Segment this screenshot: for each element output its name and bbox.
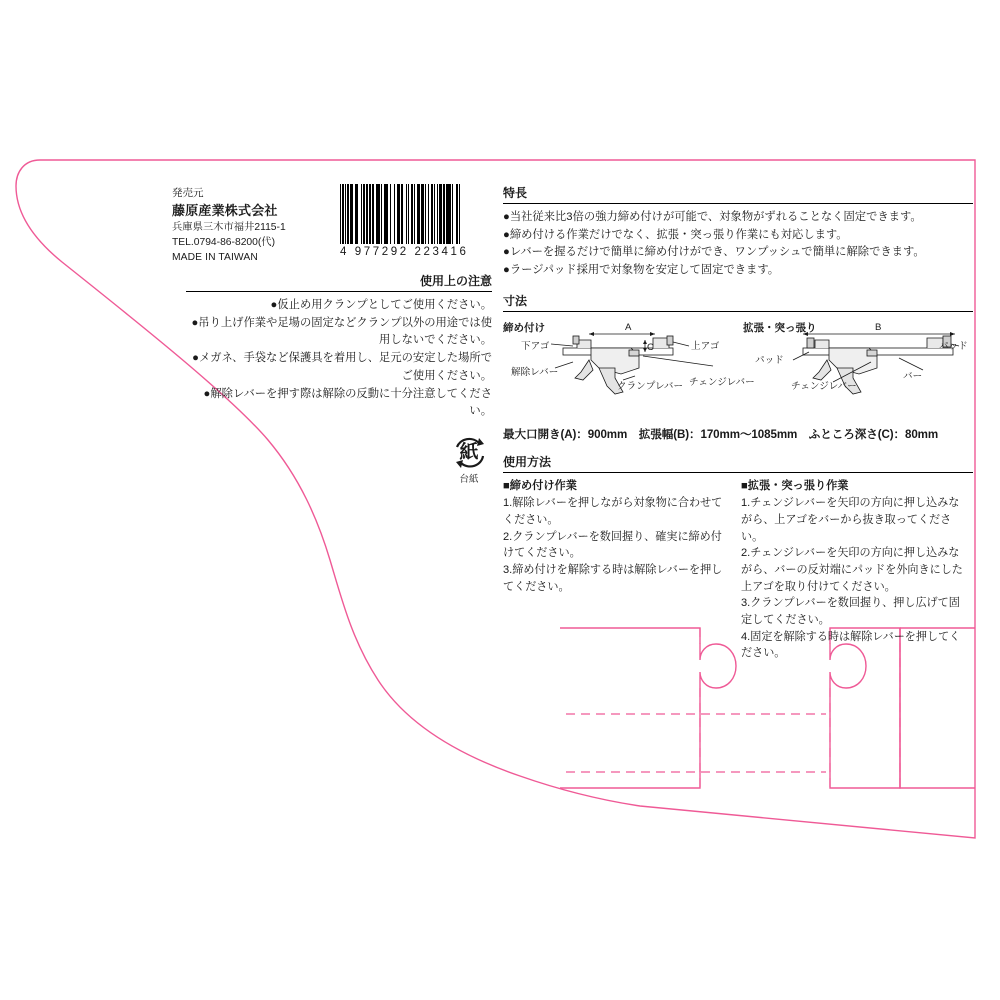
figure-title-spreading: 拡張・突っ張り — [743, 322, 817, 335]
recycle-paper-kanji: 紙 — [459, 442, 479, 463]
company-tel: TEL.0794-86-8200(代) — [172, 236, 276, 248]
recycle-mark — [442, 436, 496, 485]
callout-release-lever: 解除レバー — [511, 367, 559, 379]
barcode-bars — [340, 184, 492, 244]
callout-upper-jaw: 上アゴ — [691, 341, 720, 353]
callout-pad-left: パッド — [755, 355, 784, 367]
barcode — [340, 184, 492, 258]
usage-column-title: ■締め付け作業 — [503, 480, 577, 493]
spec-values: 最大口開き(A)：900mm 拡張幅(B)：170mm～1085mm ふところ深さ(C)：80mm — [503, 428, 939, 442]
figure-title-clamping: 締め付け — [503, 322, 545, 335]
callout-lower-jaw: 下アゴ — [521, 341, 550, 353]
company-address: 兵庫県三木市福井2115-1 — [172, 222, 286, 234]
list-item: ●吊り上げ作業や足場の固定などクランプ以外の用途では使用しないでください。 — [191, 317, 492, 347]
dimensions-heading: 寸法 — [503, 292, 973, 312]
features-list — [503, 209, 973, 279]
recycle-caption: 台紙 — [459, 474, 479, 485]
cautions-section — [186, 272, 492, 421]
list-item: 1.チェンジレバーを矢印の方向に押し込みながら、上アゴをバーから抜き取ってください。 — [741, 497, 960, 543]
company-label: 発売元 — [172, 187, 204, 199]
list-item: ●解除レバーを押す際は解除の反動に十分注意してください。 — [203, 387, 492, 417]
recycle-arrows-icon — [450, 436, 488, 470]
dimensions-section — [503, 292, 973, 442]
list-item: 3.クランプレバーを数回握り、押し広げて固定してください。 — [741, 597, 960, 626]
dimensions-figure — [503, 316, 973, 424]
callout-change-lever: チェンジレバー — [689, 377, 755, 389]
list-item: 2.クランプレバーを数回握り、確実に締め付けてください。 — [503, 530, 722, 560]
callout-change-lever-2: チェンジレバー — [791, 381, 857, 393]
callout-c: C — [647, 342, 654, 354]
made-in-label: MADE IN TAIWAN — [172, 251, 258, 263]
callout-b: B — [875, 322, 882, 334]
right-column — [503, 184, 973, 662]
usage-column-title: ■拡張・突っ張り作業 — [741, 480, 849, 493]
features-heading: 特長 — [503, 184, 973, 204]
list-item: ●当社従来比3倍の強力締め付けが可能で、対象物がずれることなく固定できます。 — [503, 211, 922, 223]
callout-a: A — [625, 322, 632, 334]
usage-column-clamping — [503, 477, 727, 661]
cautions-heading: 使用上の注意 — [186, 272, 492, 292]
features-section — [503, 184, 973, 279]
list-item: ●締め付ける作業だけでなく、拡張・突っ張り作業にも対応します。 — [503, 228, 848, 241]
list-item: ●レバーを握るだけで簡単に締め付けができ、ワンプッシュで簡単に解除できます。 — [503, 246, 925, 259]
company-name: 藤原産業株式会社 — [172, 203, 278, 219]
list-item: 2.チェンジレバーを矢印の方向に押し込みながら、バーの反対端にパッドを外向きにした上アゴを取り付けてください。 — [741, 547, 963, 593]
callout-bar: バー — [903, 371, 923, 383]
list-item: ●メガネ、手袋など保護具を着用し、足元の安定した場所でご使用ください。 — [192, 352, 492, 382]
list-item: ●仮止め用クランプとしてご使用ください。 — [270, 299, 492, 311]
usage-column-spreading — [741, 477, 965, 661]
list-item: ●ラージパッド採用で対象物を安定して固定できます。 — [503, 263, 780, 276]
callout-pad-right: パッド — [939, 341, 968, 353]
usage-heading: 使用方法 — [503, 453, 973, 473]
usage-section — [503, 453, 973, 661]
usage-steps — [741, 495, 965, 661]
cautions-list — [186, 297, 492, 420]
list-item: 3.締め付けを解除する時は解除レバーを押してください。 — [503, 564, 723, 593]
list-item: 4.固定を解除する時は解除レバーを押してください。 — [741, 630, 961, 660]
barcode-number: 4 977292 223416 — [340, 246, 469, 258]
usage-steps — [503, 495, 727, 595]
callout-clamp-lever: クランプレバー — [617, 381, 684, 393]
list-item: 1.解除レバーを押しながら対象物に合わせてください。 — [503, 497, 723, 527]
company-info — [172, 186, 337, 266]
